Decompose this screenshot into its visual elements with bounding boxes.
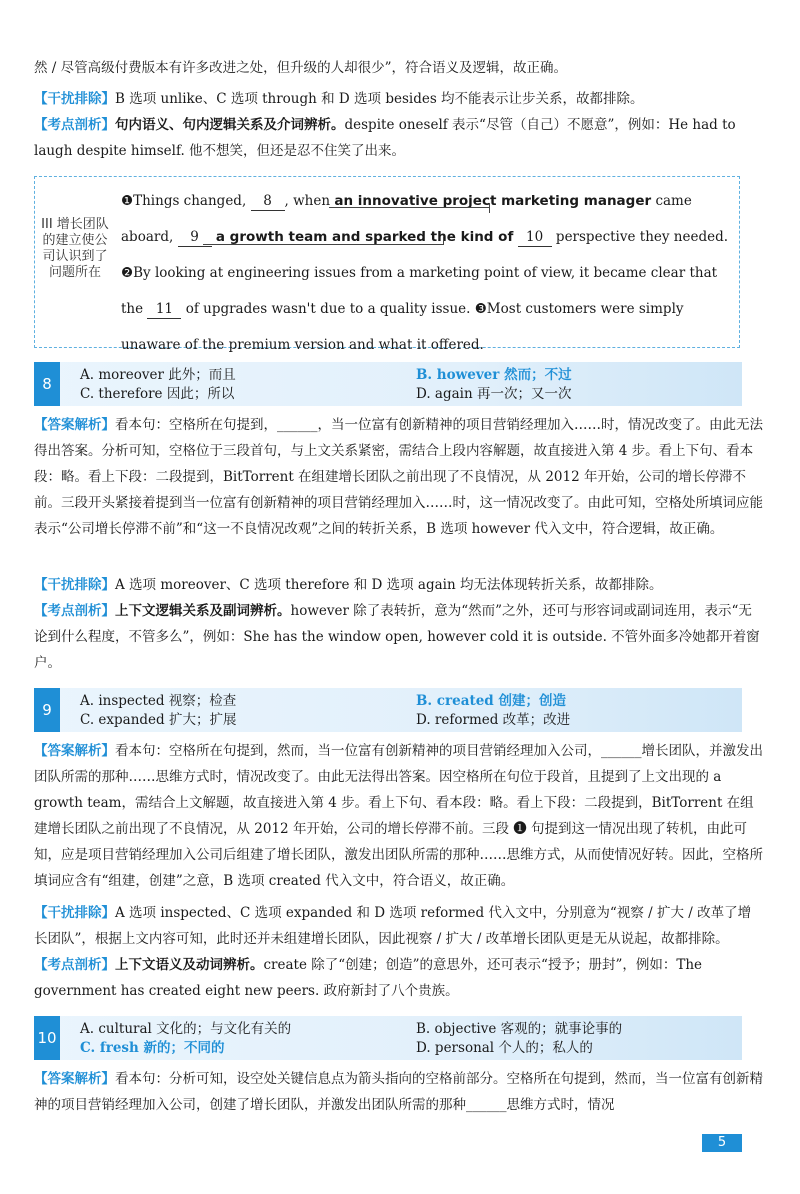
arrow-tick-1 — [489, 203, 490, 213]
q8-analysis — [34, 598, 764, 676]
q9-options — [34, 688, 742, 732]
q10-option-a[interactable]: A. cultural 文化的；与文化有关的 — [80, 1021, 292, 1037]
q10-options — [34, 1016, 742, 1060]
analysis-tag: 【考点剖析】 — [34, 603, 115, 619]
passage-s1d: perspective they needed. ❷By looking at engineering issues from a marketing point of view, it became clear that the — [121, 229, 729, 317]
passage-bold-1: an innovative project marketing manager — [334, 193, 652, 209]
analysis-bold: 句内语义、句内逻辑关系及介词辨析。 — [115, 117, 345, 133]
blank-10[interactable]: 10 — [518, 228, 552, 247]
analysis-bold: 上下文语义及动词辨析。 — [115, 957, 264, 973]
continuation-text: 然 / 尽管高级付费版本有许多改进之处，但升级的人却很少”，符合语义及逻辑，故正确。 — [34, 60, 568, 76]
analysis-text: despite oneself 表示“尽管（自己）不愿意”，例如：He had to laugh despite himself. 他不想笑，但还是忍不住笑了出来。 — [34, 117, 736, 159]
q8-options — [34, 362, 742, 406]
passage-label: III 增长团队的建立使公司认识到了问题所在 — [41, 217, 109, 280]
q8-option-d[interactable]: D. again 再一次；又一次 — [416, 386, 572, 402]
q10-option-c[interactable]: C. fresh 新的；不同的 — [80, 1040, 225, 1056]
q10-answer — [34, 1066, 764, 1118]
passage-s1b: , when — [284, 193, 331, 209]
q8-number: 8 — [34, 362, 60, 406]
answer-text: 看本句：空格所在句提到，______，当一位富有创新精神的项目营销经理加入……时，情况改变了。由此无法得出答案。分析可知，空格位于三段首句，与上文关系紧密，需结合上段内容解题，故直接进入第 4 步。看上下句、看本段：略。看上下段：二段提到，BitTorrent 在组建增长团队之前出现了不良情况，从 2012 年开始，公司的增长停滞不前。三段开头紧接着提到当一位富有创新精神的项目营销经理加入……时，这一情况改变了。由此可知，空格处所填词应能表示“公司增长停滞不前”和“这一不良情况改观”之间的转折关系，B 选项 however 代入文中，符合逻辑，故正确。 — [34, 417, 763, 537]
q8-answer — [34, 412, 764, 542]
q10-option-d[interactable]: D. personal 个人的；私人的 — [416, 1040, 593, 1056]
q9-answer — [34, 738, 764, 894]
passage-box — [34, 176, 740, 353]
page-number: 5 — [702, 1134, 742, 1152]
passage-s1c: came aboard, — [121, 193, 692, 245]
blank-9[interactable]: 9 — [178, 228, 212, 247]
analysis-tag: 【考点剖析】 — [34, 117, 115, 133]
q8-option-a[interactable]: A. moreover 此外；而且 — [80, 367, 236, 383]
q9-option-a[interactable]: A. inspected 视察；检查 — [80, 693, 237, 709]
answer-tag: 【答案解析】 — [34, 417, 115, 433]
interference-text: B 选项 unlike、C 选项 through 和 D 选项 besides 均不能表示让步关系，故都排除。 — [115, 91, 644, 107]
interference-tag: 【干扰排除】 — [34, 577, 115, 593]
answer-tag: 【答案解析】 — [34, 1071, 115, 1087]
q9-interference — [34, 900, 764, 952]
prev-analysis — [34, 112, 764, 164]
arrow-line-1 — [329, 207, 489, 208]
blank-8[interactable]: 8 — [251, 192, 285, 211]
passage-s1a: ❶Things changed, — [121, 193, 247, 209]
arrow-tick-2 — [443, 237, 444, 245]
passage-text — [121, 183, 733, 363]
interference-text: A 选项 moreover、C 选项 therefore 和 D 选项 again 均无法体现转折关系，故都排除。 — [115, 577, 663, 593]
prev-interference — [34, 86, 764, 112]
q8-interference — [34, 572, 764, 598]
analysis-text: create 除了“创建；创造”的意思外，还可表示“授予；册封”，例如：The government has created eight new peers. 政府新封了八个贵族。 — [34, 957, 703, 999]
answer-text: 看本句：空格所在句提到，然而，当一位富有创新精神的项目营销经理加入公司，______增长团队，并激发出团队所需的那种……思维方式时，情况改变了。由此无法得出答案。因空格所在句位于段首，且提到了上文出现的 a growth team，需结合上文解题，故直接进入第 4 步。看上下句、看本段：略。看上下段：二段提到，BitTorrent 在组建增长团队之前出现了不良情况，从 2012 年开始，公司的增长停滞不前。三段 ❶ 句提到这一情况出现了转机，由此可知，应是项目营销经理加入公司后组建了增长团队，激发出团队所需的那种……思维方式，从而使情况好转。因此，空格所填词应含有“组建，创建”之意，B 选项 created 代入文中，符合语义，故正确。 — [34, 743, 763, 889]
passage-s2b: of upgrades wasn't due to a quality issue. ❸Most customers were simply unaware of the premium version and what it offered. — [121, 301, 684, 353]
answer-tag: 【答案解析】 — [34, 743, 115, 759]
q8-option-c[interactable]: C. therefore 因此；所以 — [80, 386, 235, 402]
q10-number: 10 — [34, 1016, 60, 1060]
analysis-text: however 除了表转折，意为“然而”之外，还可与形容词或副词连用，表示“无论到什么程度，不管多么”，例如：She has the window open, however cold it is outside. 不管外面多冷她都开着窗户。 — [34, 603, 760, 671]
interference-text: A 选项 inspected、C 选项 expanded 和 D 选项 reformed 代入文中，分别意为“视察 / 扩大 / 改革了增长团队”，根据上文内容可知，此时还并未组建增长团队，因此视察 / 扩大 / 改革增长团队更是无从说起，故都排除。 — [34, 905, 752, 947]
arrow-line-2 — [203, 244, 443, 245]
q8-option-b[interactable]: B. however 然而；不过 — [416, 367, 572, 383]
analysis-bold: 上下文逻辑关系及副词辨析。 — [115, 603, 291, 619]
q10-option-b[interactable]: B. objective 客观的；就事论事的 — [416, 1021, 623, 1037]
q9-option-c[interactable]: C. expanded 扩大；扩展 — [80, 712, 237, 728]
q9-number: 9 — [34, 688, 60, 732]
interference-tag: 【干扰排除】 — [34, 905, 115, 921]
analysis-tag: 【考点剖析】 — [34, 957, 115, 973]
blank-11[interactable]: 11 — [147, 300, 181, 319]
q9-option-b[interactable]: B. created 创建；创造 — [416, 693, 566, 709]
interference-tag: 【干扰排除】 — [34, 91, 115, 107]
q9-option-d[interactable]: D. reformed 改革；改进 — [416, 712, 571, 728]
passage-bold-2: a growth team and sparked the kind of — [215, 229, 514, 245]
q9-analysis — [34, 952, 764, 1004]
answer-text: 看本句：分析可知，设空处关键信息点为箭头指向的空格前部分。空格所在句提到，然而，当一位富有创新精神的项目营销经理加入公司，创建了增长团队，并激发出团队所需的那种______思维方式时，情况 — [34, 1071, 763, 1113]
